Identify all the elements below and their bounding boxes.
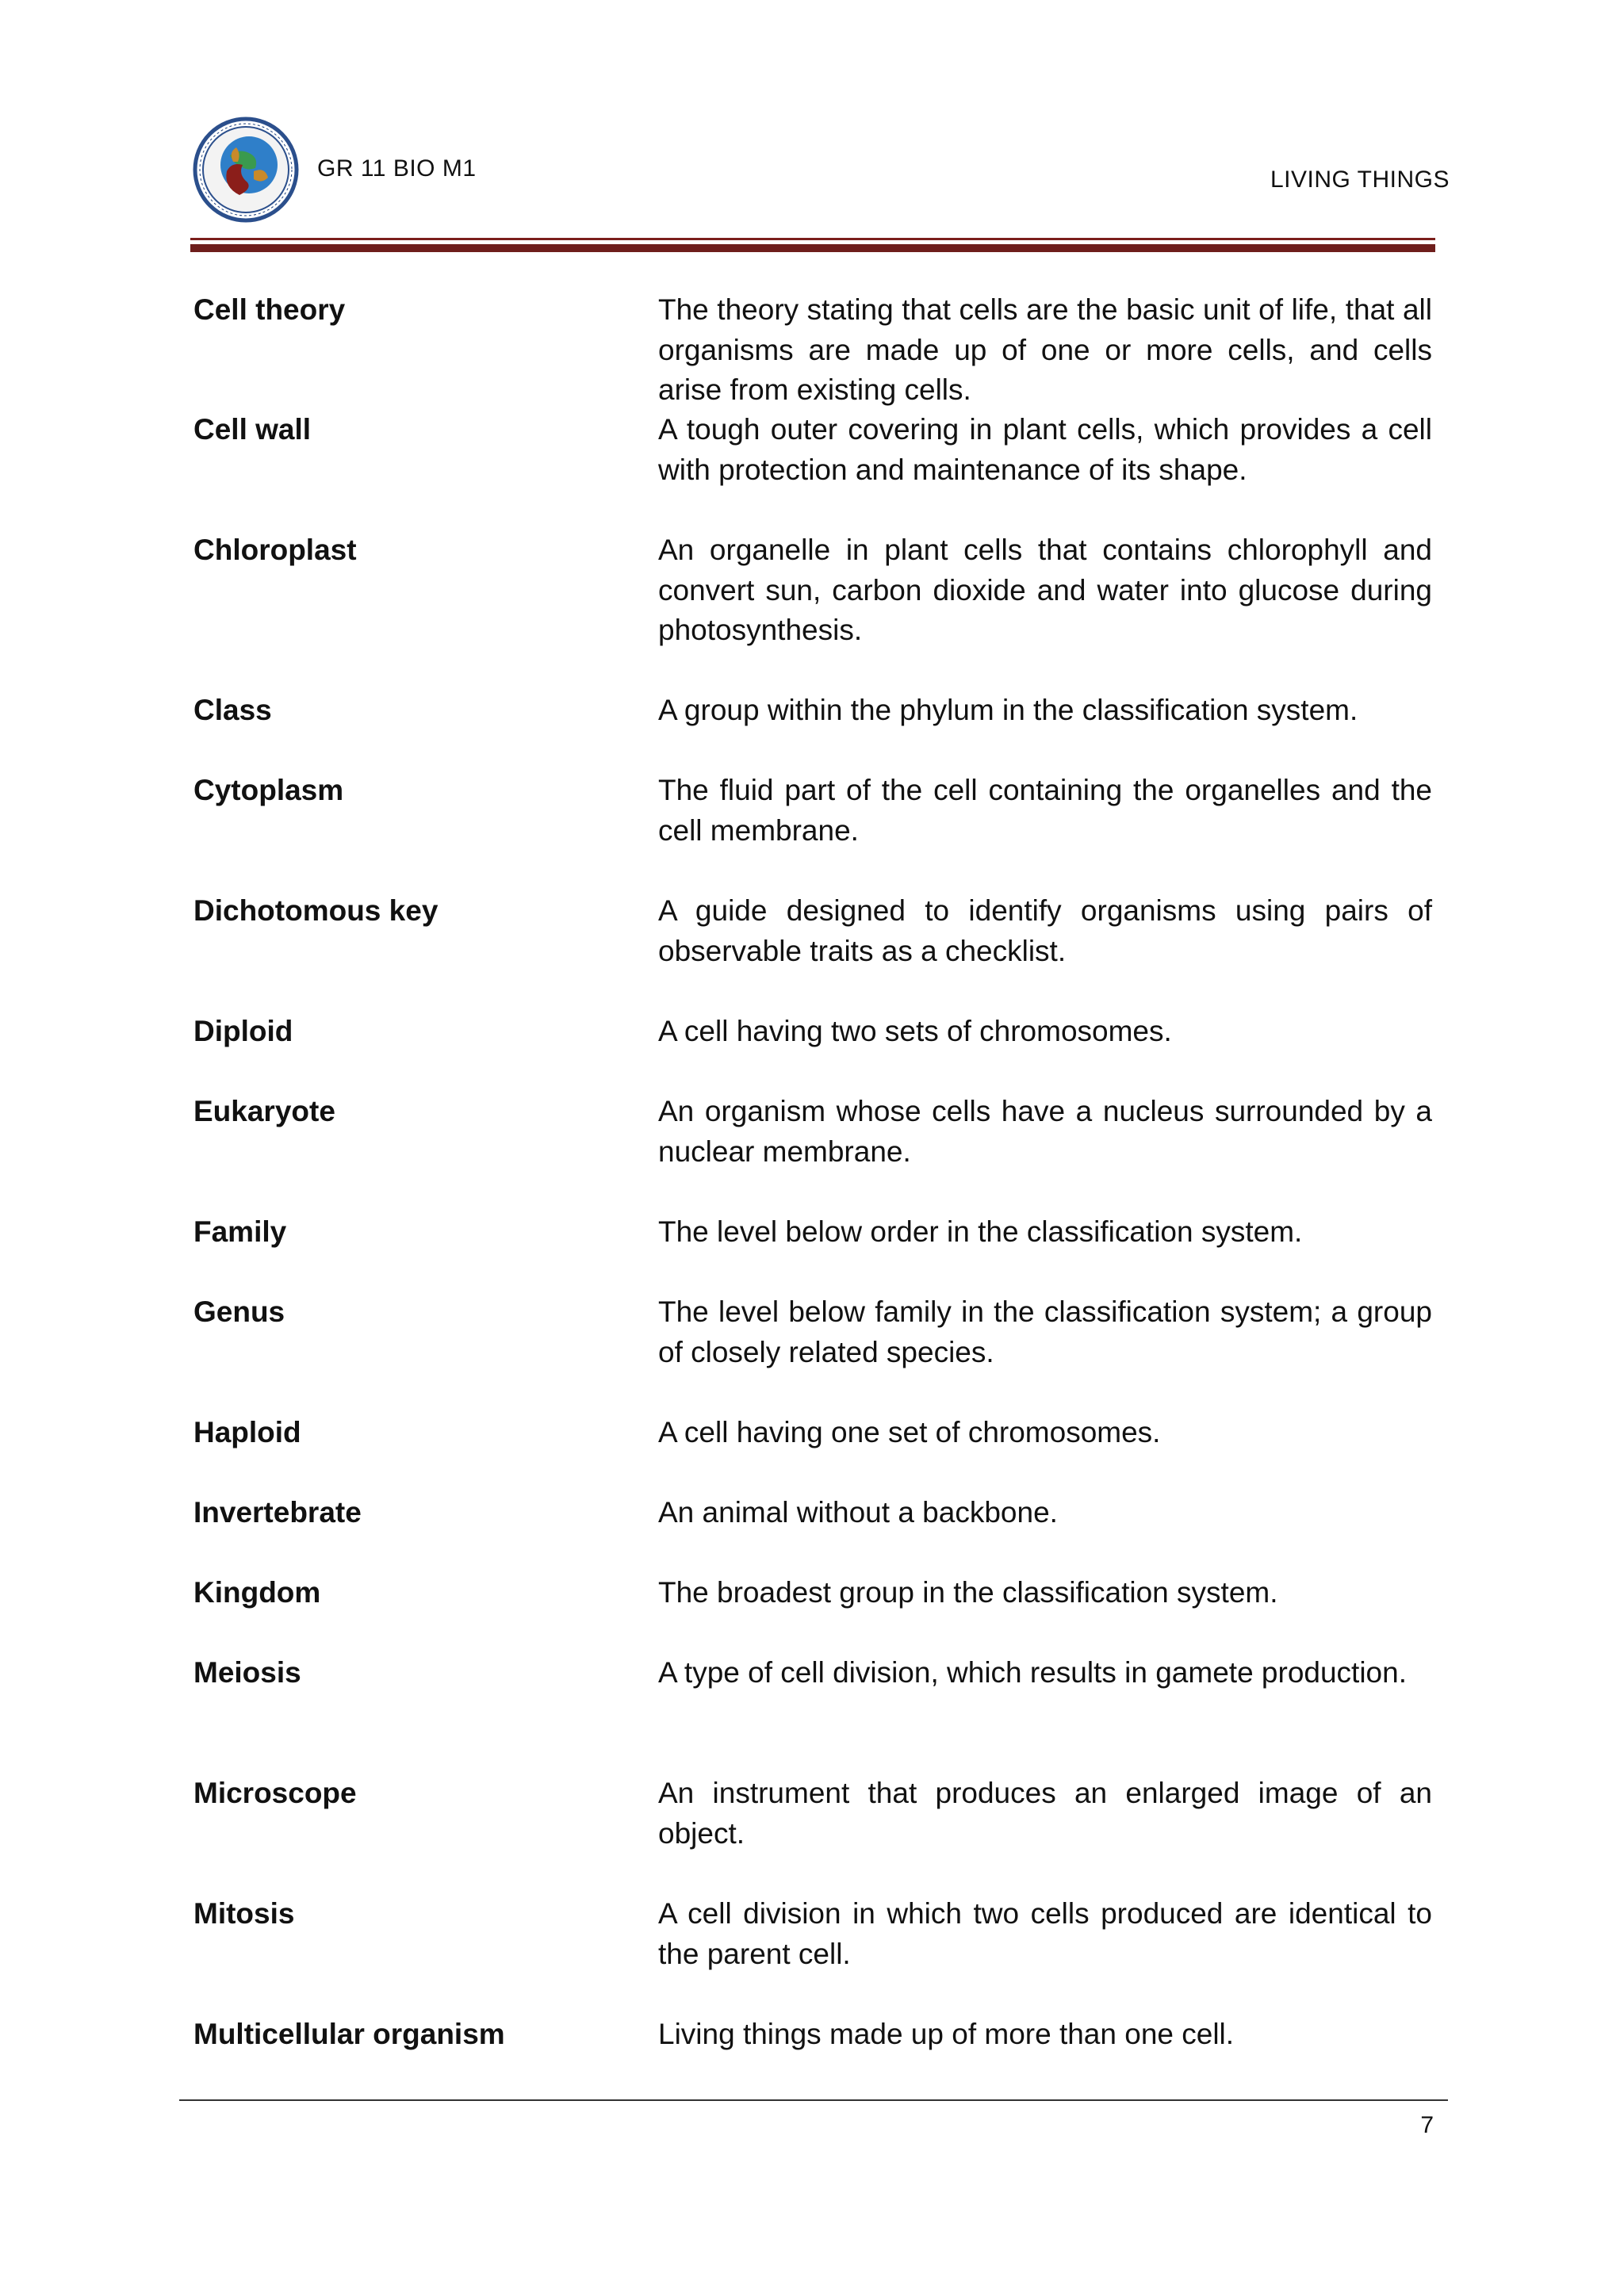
glossary-definition: The level below order in the classification system.: [658, 1215, 1303, 1248]
glossary-term: Cell wall: [193, 413, 312, 446]
glossary-term: Dichotomous key: [193, 894, 439, 927]
footer-divider: [179, 2099, 1448, 2101]
glossary-term: Meiosis: [193, 1656, 301, 1689]
glossary-definition: A type of cell division, which results in gamete production.: [658, 1656, 1407, 1689]
glossary-entry: [193, 1653, 1432, 1774]
glossary-entry: [193, 771, 1432, 891]
glossary-definition: An instrument that produces an enlarged image of an object.: [658, 1777, 1432, 1850]
glossary-entry: [193, 1292, 1432, 1413]
glossary-definition: A cell having one set of chromosomes.: [658, 1416, 1161, 1448]
glossary-term: Kingdom: [193, 1576, 321, 1609]
glossary-definition: A cell having two sets of chromosomes.: [658, 1015, 1172, 1047]
glossary-definition: An animal without a backbone.: [658, 1496, 1058, 1529]
header-divider: [190, 238, 1435, 240]
glossary-definition: A group within the phylum in the classification system.: [658, 694, 1358, 726]
glossary-term: Genus: [193, 1295, 285, 1328]
glossary-term: Invertebrate: [193, 1496, 362, 1529]
glossary-term: Mitosis: [193, 1897, 295, 1930]
glossary-entry: [193, 1212, 1432, 1292]
glossary-entry: [193, 1894, 1432, 2015]
institution-seal-logo: [192, 116, 300, 224]
glossary-entry: [193, 410, 1432, 530]
glossary-definition: The fluid part of the cell containing the organelles and the cell membrane.: [658, 774, 1432, 847]
glossary-term: Multicellular organism: [193, 2018, 505, 2050]
glossary-entry: [193, 290, 1432, 410]
glossary-definition: Living things made up of more than one cell.: [658, 2018, 1235, 2050]
glossary-term: Eukaryote: [193, 1095, 335, 1127]
glossary-term: Diploid: [193, 1015, 293, 1047]
glossary-definition: The theory stating that cells are the basic unit of life, that all organisms are made up of one or more cells, and cells arise from existing cells.: [658, 293, 1432, 406]
page-number: 7: [1420, 2112, 1434, 2138]
glossary-entry: [193, 691, 1432, 771]
glossary-term: Cytoplasm: [193, 774, 344, 806]
glossary-entry: [193, 1012, 1432, 1092]
glossary-list: [193, 290, 1432, 2095]
glossary-entry: [193, 1413, 1432, 1493]
glossary-entry: [193, 2015, 1432, 2095]
glossary-definition: A guide designed to identify organisms using pairs of observable traits as a checklist.: [658, 894, 1432, 967]
glossary-entry: [193, 530, 1432, 691]
glossary-definition: An organelle in plant cells that contains chlorophyll and convert sun, carbon dioxide and water into glucose during photosynthesis.: [658, 534, 1432, 646]
glossary-term: Class: [193, 694, 272, 726]
glossary-term: Haploid: [193, 1416, 301, 1448]
glossary-term: Family: [193, 1215, 287, 1248]
course-code: GR 11 BIO M1: [317, 155, 477, 182]
glossary-entry: [193, 1573, 1432, 1653]
glossary-definition: A cell division in which two cells produced are identical to the parent cell.: [658, 1897, 1432, 1970]
glossary-entry: [193, 1493, 1432, 1573]
header-divider-thick: [190, 244, 1435, 252]
glossary-term: Cell theory: [193, 293, 346, 326]
glossary-term: Microscope: [193, 1777, 357, 1809]
glossary-definition: The level below family in the classification system; a group of closely related species.: [658, 1295, 1432, 1368]
glossary-definition: A tough outer covering in plant cells, which provides a cell with protection and maintenance of its shape.: [658, 413, 1432, 486]
glossary-term: Chloroplast: [193, 534, 357, 566]
glossary-definition: The broadest group in the classification system.: [658, 1576, 1278, 1609]
glossary-entry: [193, 1092, 1432, 1212]
glossary-definition: An organism whose cells have a nucleus surrounded by a nuclear membrane.: [658, 1095, 1432, 1168]
glossary-entry: [193, 891, 1432, 1012]
glossary-entry: [193, 1774, 1432, 1894]
section-title: LIVING THINGS: [1270, 166, 1450, 193]
